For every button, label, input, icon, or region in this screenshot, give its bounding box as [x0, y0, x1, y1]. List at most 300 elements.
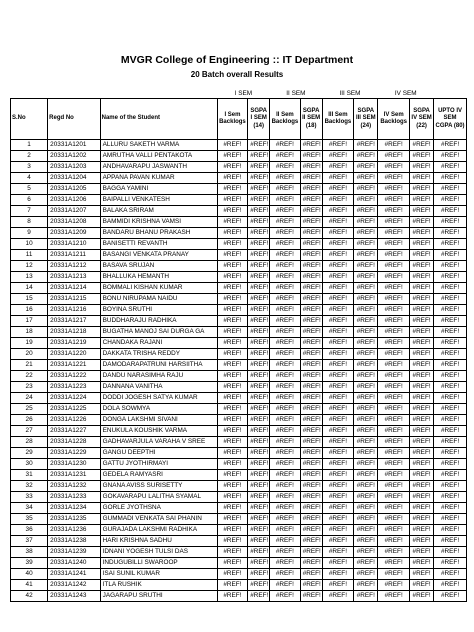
cell-student-name: GOKAVARAPU LALITHA SYAMAL — [100, 492, 217, 503]
cell-s2-sgpa: #REF! — [300, 503, 322, 514]
cell-s2-sgpa: #REF! — [300, 580, 322, 591]
cell-s2-sgpa: #REF! — [300, 525, 322, 536]
cell-s2-sgpa: #REF! — [300, 206, 322, 217]
cell-s1-backlogs: #REF! — [217, 470, 248, 481]
cell-s1-backlogs: #REF! — [217, 415, 248, 426]
cell-student-name: BASANGI VENKATA PRANAY — [100, 250, 217, 261]
cell-s2-backlogs: #REF! — [270, 580, 301, 591]
cell-student-name: BUGATHA MANOJ SAI DURGA GA — [100, 327, 217, 338]
cell-sno: 22 — [11, 371, 48, 382]
cell-s1-sgpa: #REF! — [248, 426, 270, 437]
cell-s1-sgpa: #REF! — [248, 250, 270, 261]
cell-student-name: BAMMIDI KRISHNA VAMSI — [100, 217, 217, 228]
cell-s1-backlogs: #REF! — [217, 151, 248, 162]
cell-s2-sgpa: #REF! — [300, 558, 322, 569]
cell-s3-sgpa: #REF! — [354, 591, 378, 602]
table-row — [11, 151, 467, 162]
cell-s2-backlogs: #REF! — [270, 382, 301, 393]
cell-student-name: BAGGA YAMINI — [100, 184, 217, 195]
cell-sno: 37 — [11, 536, 48, 547]
cell-s3-sgpa: #REF! — [354, 283, 378, 294]
table-row — [11, 228, 467, 239]
table-row — [11, 162, 467, 173]
cell-s1-backlogs: #REF! — [217, 338, 248, 349]
cell-s2-sgpa: #REF! — [300, 305, 322, 316]
cell-s2-sgpa: #REF! — [300, 393, 322, 404]
cell-s1-backlogs: #REF! — [217, 162, 248, 173]
semester-header-blank — [11, 89, 218, 99]
cell-s1-backlogs: #REF! — [217, 206, 248, 217]
table-row — [11, 514, 467, 525]
cell-s3-sgpa: #REF! — [354, 569, 378, 580]
cell-s3-sgpa: #REF! — [354, 426, 378, 437]
cell-regd-no: 20331A1225 — [48, 404, 100, 415]
cell-s1-backlogs: #REF! — [217, 514, 248, 525]
cell-s1-backlogs: #REF! — [217, 140, 248, 151]
cell-s2-backlogs: #REF! — [270, 195, 301, 206]
table-row — [11, 217, 467, 228]
cell-regd-no: 20331A1231 — [48, 470, 100, 481]
cell-s1-backlogs: #REF! — [217, 371, 248, 382]
cell-s3-backlogs: #REF! — [322, 580, 354, 591]
cell-sno: 17 — [11, 316, 48, 327]
cell-s2-sgpa: #REF! — [300, 382, 322, 393]
cell-s2-backlogs: #REF! — [270, 272, 301, 283]
cell-s2-backlogs: #REF! — [270, 162, 301, 173]
cell-s3-backlogs: #REF! — [322, 184, 354, 195]
cell-s1-backlogs: #REF! — [217, 426, 248, 437]
cell-s2-sgpa: #REF! — [300, 283, 322, 294]
cell-regd-no: 20331A1203 — [48, 162, 100, 173]
cell-s2-sgpa: #REF! — [300, 481, 322, 492]
cell-sno: 19 — [11, 338, 48, 349]
cell-cgpa: #REF! — [434, 437, 467, 448]
cell-regd-no: 20331A1243 — [48, 591, 100, 602]
cell-s4-sgpa: #REF! — [410, 415, 434, 426]
cell-s3-backlogs: #REF! — [322, 558, 354, 569]
cell-s4-backlogs: #REF! — [378, 591, 410, 602]
cell-cgpa: #REF! — [434, 382, 467, 393]
cell-s3-backlogs: #REF! — [322, 195, 354, 206]
cell-cgpa: #REF! — [434, 481, 467, 492]
cell-regd-no: 20331A1240 — [48, 558, 100, 569]
cell-s2-backlogs: #REF! — [270, 261, 301, 272]
cell-s4-sgpa: #REF! — [410, 327, 434, 338]
cell-s3-backlogs: #REF! — [322, 525, 354, 536]
cell-cgpa: #REF! — [434, 327, 467, 338]
col-header-s4-sgpa: SGPA IV SEM (22) — [410, 99, 434, 140]
cell-s4-sgpa: #REF! — [410, 525, 434, 536]
cell-s4-sgpa: #REF! — [410, 250, 434, 261]
cell-s4-backlogs: #REF! — [378, 514, 410, 525]
col-header-s2-sgpa: SGPA II SEM (18) — [300, 99, 322, 140]
cell-s4-backlogs: #REF! — [378, 481, 410, 492]
cell-s4-backlogs: #REF! — [378, 371, 410, 382]
cell-cgpa: #REF! — [434, 459, 467, 470]
cell-s3-backlogs: #REF! — [322, 393, 354, 404]
cell-regd-no: 20331A1221 — [48, 360, 100, 371]
cell-s4-sgpa: #REF! — [410, 558, 434, 569]
cell-student-name: BHALLUKA HEMANTH — [100, 272, 217, 283]
table-row — [11, 459, 467, 470]
cell-s3-backlogs: #REF! — [322, 294, 354, 305]
cell-s4-backlogs: #REF! — [378, 459, 410, 470]
cell-cgpa: #REF! — [434, 371, 467, 382]
cell-s3-backlogs: #REF! — [322, 228, 354, 239]
cell-regd-no: 20331A1223 — [48, 382, 100, 393]
cell-sno: 25 — [11, 404, 48, 415]
cell-s2-backlogs: #REF! — [270, 536, 301, 547]
cell-s3-sgpa: #REF! — [354, 305, 378, 316]
table-row — [11, 393, 467, 404]
cell-student-name: GORLE JYOTHSNA — [100, 503, 217, 514]
cell-s1-sgpa: #REF! — [248, 569, 270, 580]
table-row — [11, 338, 467, 349]
table-row — [11, 261, 467, 272]
cell-sno: 1 — [11, 140, 48, 151]
results-table-body — [11, 140, 467, 602]
cell-s4-backlogs: #REF! — [378, 294, 410, 305]
table-row — [11, 415, 467, 426]
cell-regd-no: 20331A1214 — [48, 283, 100, 294]
cell-s4-sgpa: #REF! — [410, 459, 434, 470]
cell-s2-sgpa: #REF! — [300, 294, 322, 305]
cell-s2-sgpa: #REF! — [300, 459, 322, 470]
cell-s4-sgpa: #REF! — [410, 206, 434, 217]
cell-s2-backlogs: #REF! — [270, 294, 301, 305]
table-row — [11, 294, 467, 305]
cell-s3-sgpa: #REF! — [354, 239, 378, 250]
cell-s1-sgpa: #REF! — [248, 338, 270, 349]
table-row — [11, 382, 467, 393]
cell-regd-no: 20331A1215 — [48, 294, 100, 305]
cell-s2-backlogs: #REF! — [270, 239, 301, 250]
cell-student-name: APPANA PAVAN KUMAR — [100, 173, 217, 184]
cell-s2-sgpa: #REF! — [300, 173, 322, 184]
cell-sno: 26 — [11, 415, 48, 426]
cell-s4-backlogs: #REF! — [378, 382, 410, 393]
cell-s4-sgpa: #REF! — [410, 195, 434, 206]
cell-s4-sgpa: #REF! — [410, 591, 434, 602]
cell-s3-backlogs: #REF! — [322, 426, 354, 437]
cell-s3-backlogs: #REF! — [322, 459, 354, 470]
table-row — [11, 371, 467, 382]
cell-sno: 38 — [11, 547, 48, 558]
cell-s1-sgpa: #REF! — [248, 316, 270, 327]
cell-s3-backlogs: #REF! — [322, 437, 354, 448]
cell-s3-backlogs: #REF! — [322, 206, 354, 217]
cell-sno: 6 — [11, 195, 48, 206]
cell-regd-no: 20331A1230 — [48, 459, 100, 470]
cell-s4-backlogs: #REF! — [378, 404, 410, 415]
cell-s2-sgpa: #REF! — [300, 514, 322, 525]
cell-s2-backlogs: #REF! — [270, 217, 301, 228]
table-row — [11, 349, 467, 360]
cell-regd-no: 20331A1232 — [48, 481, 100, 492]
table-row — [11, 580, 467, 591]
cell-s2-sgpa: #REF! — [300, 536, 322, 547]
cell-sno: 34 — [11, 503, 48, 514]
cell-s1-backlogs: #REF! — [217, 580, 248, 591]
cell-s2-sgpa: #REF! — [300, 195, 322, 206]
cell-s2-backlogs: #REF! — [270, 338, 301, 349]
cell-s3-sgpa: #REF! — [354, 547, 378, 558]
cell-cgpa: #REF! — [434, 558, 467, 569]
col-header-name: Name of the Student — [100, 99, 217, 140]
col-header-s4-backlogs: IV Sem Backlogs — [378, 99, 410, 140]
cell-s1-sgpa: #REF! — [248, 162, 270, 173]
cell-s2-sgpa: #REF! — [300, 426, 322, 437]
cell-regd-no: 20331A1238 — [48, 536, 100, 547]
table-row — [11, 404, 467, 415]
page-title: MVGR College of Engineering :: IT Department — [120, 54, 354, 66]
cell-s3-sgpa: #REF! — [354, 272, 378, 283]
cell-regd-no: 20331A1208 — [48, 217, 100, 228]
cell-s4-sgpa: #REF! — [410, 503, 434, 514]
cell-s3-sgpa: #REF! — [354, 349, 378, 360]
cell-s2-sgpa: #REF! — [300, 239, 322, 250]
cell-s1-backlogs: #REF! — [217, 382, 248, 393]
cell-s4-backlogs: #REF! — [378, 426, 410, 437]
cell-s4-backlogs: #REF! — [378, 437, 410, 448]
cell-sno: 3 — [11, 162, 48, 173]
table-row — [11, 492, 467, 503]
table-row — [11, 305, 467, 316]
cell-regd-no: 20331A1201 — [48, 140, 100, 151]
cell-cgpa: #REF! — [434, 404, 467, 415]
column-header-row — [11, 99, 467, 140]
cell-s3-backlogs: #REF! — [322, 404, 354, 415]
cell-s4-sgpa: #REF! — [410, 580, 434, 591]
cell-s1-backlogs: #REF! — [217, 360, 248, 371]
cell-student-name: GURAJADA LAKSHMI RADHIKA — [100, 525, 217, 536]
cell-s3-backlogs: #REF! — [322, 250, 354, 261]
cell-regd-no: 20331A1234 — [48, 503, 100, 514]
cell-s4-sgpa: #REF! — [410, 382, 434, 393]
cell-sno: 4 — [11, 173, 48, 184]
cell-s4-backlogs: #REF! — [378, 228, 410, 239]
cell-sno: 42 — [11, 591, 48, 602]
cell-s2-backlogs: #REF! — [270, 173, 301, 184]
cell-cgpa: #REF! — [434, 151, 467, 162]
cell-s2-sgpa: #REF! — [300, 492, 322, 503]
cell-s2-sgpa: #REF! — [300, 591, 322, 602]
table-row — [11, 250, 467, 261]
cell-cgpa: #REF! — [434, 536, 467, 547]
cell-s4-backlogs: #REF! — [378, 173, 410, 184]
cell-s3-sgpa: #REF! — [354, 393, 378, 404]
cell-s1-backlogs: #REF! — [217, 448, 248, 459]
cell-cgpa: #REF! — [434, 250, 467, 261]
col-header-s2-backlogs: II Sem Backlogs — [270, 99, 301, 140]
cell-s4-sgpa: #REF! — [410, 338, 434, 349]
cell-s3-backlogs: #REF! — [322, 217, 354, 228]
cell-cgpa: #REF! — [434, 239, 467, 250]
cell-s4-backlogs: #REF! — [378, 184, 410, 195]
cell-s1-sgpa: #REF! — [248, 558, 270, 569]
cell-s3-backlogs: #REF! — [322, 415, 354, 426]
cell-s1-sgpa: #REF! — [248, 217, 270, 228]
cell-student-name: DOLA SOWMYA — [100, 404, 217, 415]
cell-regd-no: 20331A1220 — [48, 349, 100, 360]
cell-s1-sgpa: #REF! — [248, 448, 270, 459]
cell-s4-sgpa: #REF! — [410, 547, 434, 558]
cell-s2-backlogs: #REF! — [270, 305, 301, 316]
cell-s4-backlogs: #REF! — [378, 415, 410, 426]
cell-s3-backlogs: #REF! — [322, 305, 354, 316]
table-row — [11, 448, 467, 459]
cell-s1-backlogs: #REF! — [217, 525, 248, 536]
cell-s2-sgpa: #REF! — [300, 250, 322, 261]
cell-s4-backlogs: #REF! — [378, 217, 410, 228]
cell-s1-sgpa: #REF! — [248, 492, 270, 503]
cell-s2-backlogs: #REF! — [270, 360, 301, 371]
cell-regd-no: 20331A1239 — [48, 547, 100, 558]
cell-s4-backlogs: #REF! — [378, 569, 410, 580]
cell-s4-backlogs: #REF! — [378, 580, 410, 591]
cell-s3-sgpa: #REF! — [354, 360, 378, 371]
cell-s3-backlogs: #REF! — [322, 536, 354, 547]
cell-s3-backlogs: #REF! — [322, 382, 354, 393]
table-row — [11, 503, 467, 514]
cell-s1-sgpa: #REF! — [248, 206, 270, 217]
cell-cgpa: #REF! — [434, 503, 467, 514]
cell-s4-backlogs: #REF! — [378, 503, 410, 514]
cell-sno: 9 — [11, 228, 48, 239]
cell-s3-sgpa: #REF! — [354, 382, 378, 393]
semester-header-blank-end — [434, 89, 467, 99]
cell-s1-backlogs: #REF! — [217, 272, 248, 283]
cell-s2-sgpa: #REF! — [300, 371, 322, 382]
cell-s4-sgpa: #REF! — [410, 569, 434, 580]
cell-regd-no: 20331A1242 — [48, 580, 100, 591]
cell-s3-sgpa: #REF! — [354, 162, 378, 173]
cell-s1-backlogs: #REF! — [217, 481, 248, 492]
cell-s2-backlogs: #REF! — [270, 327, 301, 338]
cell-s1-sgpa: #REF! — [248, 283, 270, 294]
cell-s4-backlogs: #REF! — [378, 547, 410, 558]
cell-s4-sgpa: #REF! — [410, 151, 434, 162]
cell-s2-backlogs: #REF! — [270, 547, 301, 558]
cell-s1-sgpa: #REF! — [248, 349, 270, 360]
cell-student-name: AMRUTHA VALLI PENTAKOTA — [100, 151, 217, 162]
cell-cgpa: #REF! — [434, 173, 467, 184]
cell-s2-backlogs: #REF! — [270, 404, 301, 415]
cell-s2-backlogs: #REF! — [270, 393, 301, 404]
cell-s4-backlogs: #REF! — [378, 316, 410, 327]
cell-s4-backlogs: #REF! — [378, 470, 410, 481]
cell-s2-sgpa: #REF! — [300, 316, 322, 327]
cell-s2-sgpa: #REF! — [300, 547, 322, 558]
cell-s4-backlogs: #REF! — [378, 195, 410, 206]
table-row — [11, 173, 467, 184]
cell-cgpa: #REF! — [434, 316, 467, 327]
cell-student-name: DONGA LAKSHMI SIVANI — [100, 415, 217, 426]
cell-s2-backlogs: #REF! — [270, 250, 301, 261]
cell-s2-sgpa: #REF! — [300, 217, 322, 228]
cell-s4-sgpa: #REF! — [410, 228, 434, 239]
cell-s1-sgpa: #REF! — [248, 371, 270, 382]
cell-s3-sgpa: #REF! — [354, 437, 378, 448]
cell-cgpa: #REF! — [434, 470, 467, 481]
cell-s4-backlogs: #REF! — [378, 536, 410, 547]
cell-s3-backlogs: #REF! — [322, 272, 354, 283]
cell-s3-sgpa: #REF! — [354, 470, 378, 481]
cell-cgpa: #REF! — [434, 415, 467, 426]
cell-s1-sgpa: #REF! — [248, 195, 270, 206]
cell-sno: 29 — [11, 448, 48, 459]
cell-student-name: BANISETTI REVANTH — [100, 239, 217, 250]
cell-s2-backlogs: #REF! — [270, 206, 301, 217]
cell-student-name: GATTU JYOTHIRMAYI — [100, 459, 217, 470]
cell-s1-sgpa: #REF! — [248, 294, 270, 305]
cell-s4-sgpa: #REF! — [410, 492, 434, 503]
cell-s1-backlogs: #REF! — [217, 349, 248, 360]
cell-sno: 7 — [11, 206, 48, 217]
cell-sno: 23 — [11, 382, 48, 393]
cell-s4-backlogs: #REF! — [378, 151, 410, 162]
cell-s3-sgpa: #REF! — [354, 525, 378, 536]
results-table — [10, 89, 467, 602]
cell-s1-backlogs: #REF! — [217, 569, 248, 580]
table-row — [11, 283, 467, 294]
col-header-sno: S.No — [11, 99, 48, 140]
cell-s1-backlogs: #REF! — [217, 503, 248, 514]
cell-regd-no: 20331A1227 — [48, 426, 100, 437]
cell-sno: 2 — [11, 151, 48, 162]
cell-s1-sgpa: #REF! — [248, 393, 270, 404]
cell-regd-no: 20331A1211 — [48, 250, 100, 261]
cell-sno: 5 — [11, 184, 48, 195]
cell-cgpa: #REF! — [434, 580, 467, 591]
cell-s4-backlogs: #REF! — [378, 492, 410, 503]
cell-s3-backlogs: #REF! — [322, 547, 354, 558]
cell-s3-backlogs: #REF! — [322, 283, 354, 294]
table-row — [11, 272, 467, 283]
cell-s1-sgpa: #REF! — [248, 305, 270, 316]
cell-s2-sgpa: #REF! — [300, 360, 322, 371]
cell-s1-backlogs: #REF! — [217, 184, 248, 195]
cell-s3-sgpa: #REF! — [354, 371, 378, 382]
cell-s2-backlogs: #REF! — [270, 459, 301, 470]
cell-s4-sgpa: #REF! — [410, 283, 434, 294]
cell-student-name: CHANDAKA RAJANI — [100, 338, 217, 349]
cell-s3-sgpa: #REF! — [354, 448, 378, 459]
cell-s1-sgpa: #REF! — [248, 459, 270, 470]
cell-s3-backlogs: #REF! — [322, 569, 354, 580]
cell-student-name: INDUGUBILLI SWAROOP — [100, 558, 217, 569]
cell-s1-backlogs: #REF! — [217, 591, 248, 602]
cell-s4-sgpa: #REF! — [410, 514, 434, 525]
cell-regd-no: 20331A1218 — [48, 327, 100, 338]
cell-sno: 24 — [11, 393, 48, 404]
cell-s3-backlogs: #REF! — [322, 316, 354, 327]
cell-s2-backlogs: #REF! — [270, 514, 301, 525]
cell-cgpa: #REF! — [434, 272, 467, 283]
cell-student-name: BAIPALLI VENKATESH — [100, 195, 217, 206]
cell-s3-backlogs: #REF! — [322, 591, 354, 602]
cell-cgpa: #REF! — [434, 514, 467, 525]
table-row — [11, 206, 467, 217]
cell-s3-sgpa: #REF! — [354, 514, 378, 525]
cell-s4-sgpa: #REF! — [410, 305, 434, 316]
cell-s1-backlogs: #REF! — [217, 173, 248, 184]
semester-header-row — [11, 89, 467, 99]
cell-regd-no: 20331A1216 — [48, 305, 100, 316]
cell-s1-sgpa: #REF! — [248, 415, 270, 426]
cell-sno: 20 — [11, 349, 48, 360]
cell-cgpa: #REF! — [434, 294, 467, 305]
